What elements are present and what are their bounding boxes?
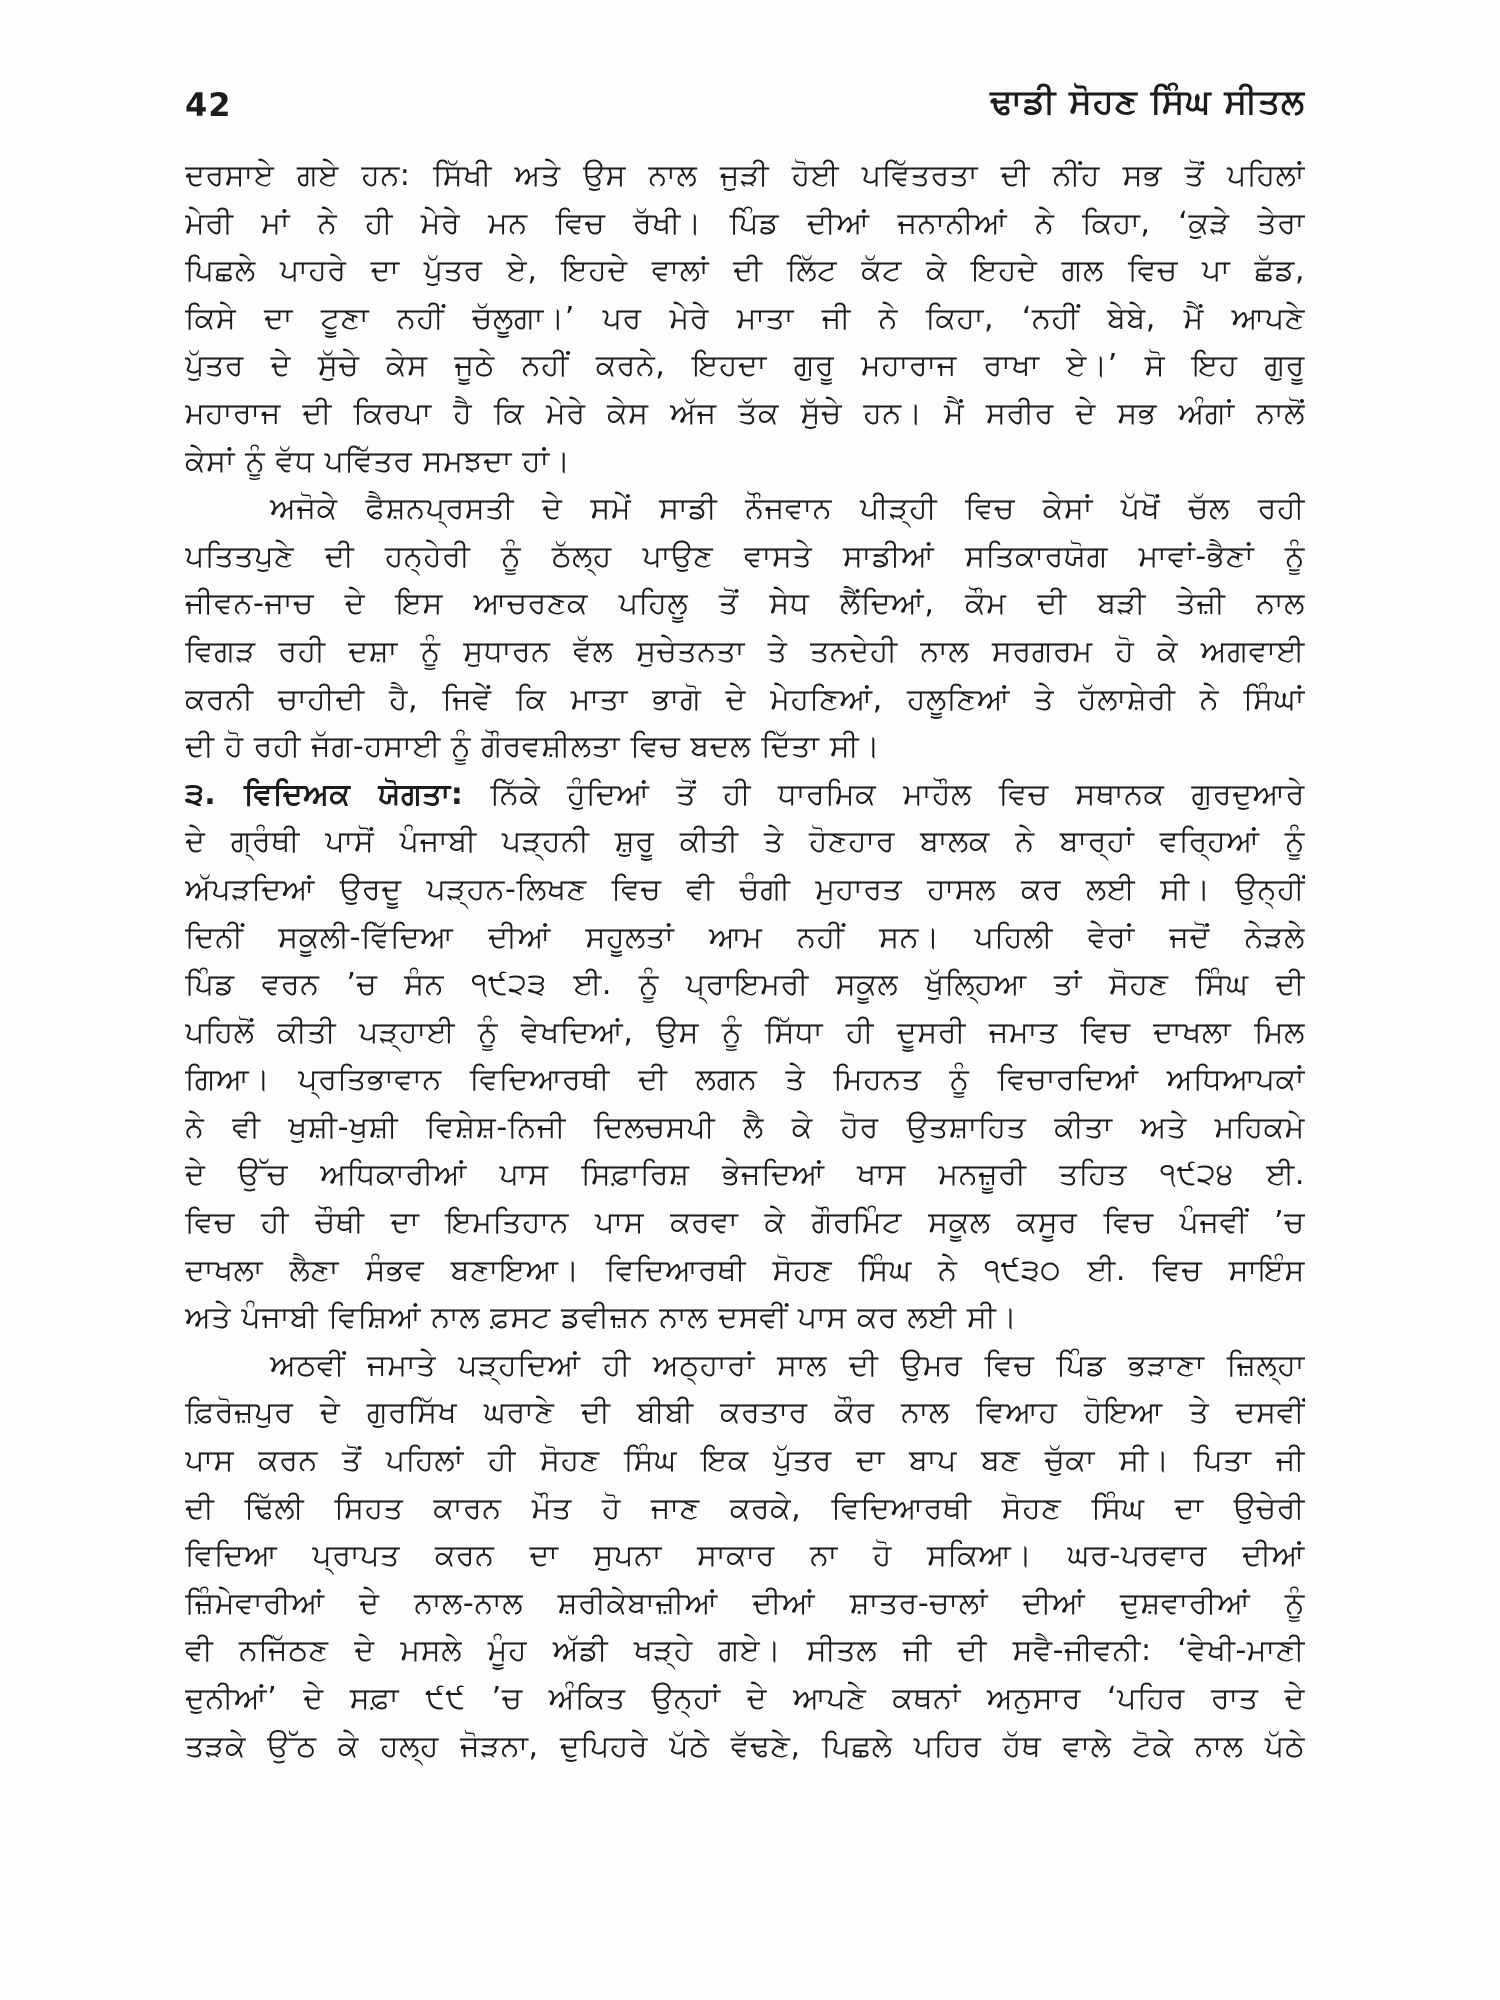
text-line: ਦੀ ਹੋ ਰਹੀ ਜੱਗ-ਹਸਾਈ ਨੂੰ ਗੌਰਵਸ਼ੀਲਤਾ ਵਿਚ ਬਦਲ ਦਿੱਤਾ ਸੀ। xyxy=(185,729,881,765)
text-line: ਦੀ ਢਿੱਲੀ ਸਿਹਤ ਕਾਰਨ ਮੌਤ ਹੋ ਜਾਣ ਕਰਕੇ, ਵਿਦਿਆਰਥੀ ਸੋਹਣ ਸਿੰਘ ਦਾ ਉਚੇਰੀ xyxy=(185,1490,1305,1526)
text-line: ਕਿਸੇ ਦਾ ਟੂਣਾ ਨਹੀਂ ਚੱਲੂਗਾ।’ ਪਰ ਮੇਰੇ ਮਾਤਾ ਜੀ ਨੇ ਕਿਹਾ, ‘ਨਹੀਂ ਬੇਬੇ, ਮੈਂ ਆਪਣੇ xyxy=(185,300,1305,336)
text-line: ਪਿੰਡ ਵਰਨ ’ਚ ਸੰਨ ੧੯੨੩ ਈ. ਨੂੰ ਪ੍ਰਾਇਮਰੀ ਸਕੂਲ ਖੁੱਲ੍ਹਿਆ ਤਾਂ ਸੋਹਣ ਸਿੰਘ ਦੀ xyxy=(185,967,1305,1003)
text-line: ਦੁਨੀਆਂ’ ਦੇ ਸਫ਼ਾ ੯੯ ’ਚ ਅੰਕਿਤ ਉਨ੍ਹਾਂ ਦੇ ਆਪਣੇ ਕਥਨਾਂ ਅਨੁਸਾਰ ‘ਪਹਿਰ ਰਾਤ ਦੇ xyxy=(185,1681,1305,1716)
text-line: ਦੇ ਗ੍ਰੰਥੀ ਪਾਸੋਂ ਪੰਜਾਬੀ ਪੜ੍ਹਨੀ ਸ਼ੁਰੂ ਕੀਤੀ ਤੇ ਹੋਣਹਾਰ ਬਾਲਕ ਨੇ ਬਾਰ੍ਹਾਂ ਵਰ੍ਹਿਆਂ ਨੂੰ xyxy=(185,824,1305,860)
text-line: ਕਰਨੀ ਚਾਹੀਦੀ ਹੈ, ਜਿਵੇਂ ਕਿ ਮਾਤਾ ਭਾਗੋ ਦੇ ਮੇਹਣਿਆਂ, ਹਲੂਣਿਆਂ ਤੇ ਹੱਲਾਸ਼ੇਰੀ ਨੇ ਸਿੰਘਾਂ xyxy=(185,681,1305,717)
page-number: 42 xyxy=(185,86,232,124)
text-line: ਦਿਨੀਂ ਸਕੂਲੀ-ਵਿੱਦਿਆ ਦੀਆਂ ਸਹੂਲਤਾਂ ਆਮ ਨਹੀਂ ਸਨ। ਪਹਿਲੀ ਵੇਰਾਂ ਜਦੋਂ ਨੇੜਲੇ xyxy=(185,919,1305,955)
section-heading: ੩. ਵਿਦਿਅਕ ਯੋਗਤਾ: xyxy=(185,776,464,812)
text-line: ਨਿੱਕੇ ਹੁੰਦਿਆਂ ਤੋਂ ਹੀ ਧਾਰਮਿਕ ਮਾਹੌਲ ਵਿਚ ਸਥਾਨਕ ਗੁਰਦੁਆਰੇ xyxy=(490,776,1305,812)
text-line: ਅਜੋਕੇ ਫੈਸ਼ਨਪ੍ਰਸਤੀ ਦੇ ਸਮੇਂ ਸਾਡੀ ਨੌਜਵਾਨ ਪੀੜ੍ਹੀ ਵਿਚ ਕੇਸਾਂ ਪੱਖੋਂ ਚੱਲ ਰਹੀ xyxy=(270,491,1305,527)
running-title: ਢਾਡੀ ਸੋਹਣ ਸਿੰਘ ਸੀਤਲ xyxy=(990,82,1305,122)
text-line: ਪਹਿਲੋਂ ਕੀਤੀ ਪੜ੍ਹਾਈ ਨੂੰ ਵੇਖਦਿਆਂ, ਉਸ ਨੂੰ ਸਿੱਧਾ ਹੀ ਦੂਸਰੀ ਜਮਾਤ ਵਿਚ ਦਾਖਲਾ ਮਿਲ xyxy=(185,1014,1305,1050)
text-line: ਮੇਰੀ ਮਾਂ ਨੇ ਹੀ ਮੇਰੇ ਮਨ ਵਿਚ ਰੱਖੀ। ਪਿੰਡ ਦੀਆਂ ਜਨਾਨੀਆਂ ਨੇ ਕਿਹਾ, ‘ਕੁੜੇ ਤੇਰਾ xyxy=(185,205,1305,241)
text-line: ਵਿਗੜ ਰਹੀ ਦਸ਼ਾ ਨੂੰ ਸੁਧਾਰਨ ਵੱਲ ਸੁਚੇਤਨਤਾ ਤੇ ਤਨਦੇਹੀ ਨਾਲ ਸਰਗਰਮ ਹੋ ਕੇ ਅਗਵਾਈ xyxy=(185,633,1305,669)
text-line: ਅਤੇ ਪੰਜਾਬੀ ਵਿਸ਼ਿਆਂ ਨਾਲ ਫ਼ਸਟ ਡਵੀਜ਼ਨ ਨਾਲ ਦਸਵੀਂ ਪਾਸ ਕਰ ਲਈ ਸੀ। xyxy=(185,1300,1018,1336)
text-line: ਅਠਵੀਂ ਜਮਾਤੇ ਪੜ੍ਹਦਿਆਂ ਹੀ ਅਠ੍ਹਾਰਾਂ ਸਾਲ ਦੀ ਉਮਰ ਵਿਚ ਪਿੰਡ ਭੜਾਣਾ ਜ਼ਿਲ੍ਹਾ xyxy=(270,1347,1305,1383)
text-line: ਪੁੱਤਰ ਦੇ ਸੁੱਚੇ ਕੇਸ ਜੂਠੇ ਨਹੀਂ ਕਰਨੇ, ਇਹਦਾ ਗੁਰੂ ਮਹਾਰਾਜ ਰਾਖਾ ਏ।’ ਸੋ ਇਹ ਗੁਰੂ xyxy=(185,348,1305,384)
text-line: ਪਾਸ ਕਰਨ ਤੋਂ ਪਹਿਲਾਂ ਹੀ ਸੋਹਣ ਸਿੰਘ ਇਕ ਪੁੱਤਰ ਦਾ ਬਾਪ ਬਣ ਚੁੱਕਾ ਸੀ। ਪਿਤਾ ਜੀ xyxy=(185,1443,1305,1479)
text-line: ਜ਼ਿੰਮੇਵਾਰੀਆਂ ਦੇ ਨਾਲ-ਨਾਲ ਸ਼ਰੀਕੇਬਾਜ਼ੀਆਂ ਦੀਆਂ ਸ਼ਾਤਰ-ਚਾਲਾਂ ਦੀਆਂ ਦੁਸ਼ਵਾਰੀਆਂ ਨੂੰ xyxy=(185,1585,1305,1621)
text-line: ਦੇ ਉੱਚ ਅਧਿਕਾਰੀਆਂ ਪਾਸ ਸਿਫ਼ਾਰਿਸ਼ ਭੇਜਦਿਆਂ ਖਾਸ ਮਨਜ਼ੂਰੀ ਤਹਿਤ ੧੯੨੪ ਈ. xyxy=(185,1157,1305,1193)
text-line: ਨੇ ਵੀ ਖੁਸ਼ੀ-ਖੁਸ਼ੀ ਵਿਸ਼ੇਸ਼-ਨਿਜੀ ਦਿਲਚਸਪੀ ਲੈ ਕੇ ਹੋਰ ਉਤਸ਼ਾਹਿਤ ਕੀਤਾ ਅਤੇ ਮਹਿਕਮੇ xyxy=(185,1109,1305,1145)
text-line: ਕੇਸਾਂ ਨੂੰ ਵੱਧ ਪਵਿੱਤਰ ਸਮਝਦਾ ਹਾਂ। xyxy=(185,443,571,479)
body-text xyxy=(185,152,1305,1972)
text-line: ਜੀਵਨ-ਜਾਚ ਦੇ ਇਸ ਆਚਰਣਕ ਪਹਿਲੂ ਤੋਂ ਸੇਧ ਲੈਂਦਿਆਂ, ਕੌਮ ਦੀ ਬੜੀ ਤੇਜ਼ੀ ਨਾਲ xyxy=(185,586,1305,622)
text-line: ਵੀ ਨਜਿੱਠਣ ਦੇ ਮਸਲੇ ਮੂੰਹ ਅੱਡੀ ਖੜ੍ਹੇ ਗਏ। ਸੀਤਲ ਜੀ ਦੀ ਸਵੈ-ਜੀਵਨੀ: ‘ਵੇਖੀ-ਮਾਣੀ xyxy=(185,1633,1305,1669)
section-heading-line xyxy=(185,771,1305,819)
text-line: ਫ਼ਿਰੋਜ਼ਪੁਰ ਦੇ ਗੁਰਸਿੱਖ ਘਰਾਣੇ ਦੀ ਬੀਬੀ ਕਰਤਾਰ ਕੌਰ ਨਾਲ ਵਿਆਹ ਹੋਇਆ ਤੇ ਦਸਵੀਂ xyxy=(185,1395,1305,1431)
text-line: ਤੜਕੇ ਉੱਠ ਕੇ ਹਲ੍ਹ ਜੋੜਨਾ, ਦੁਪਿਹਰੇ ਪੱਠੇ ਵੱਢਣੇ, ਪਿਛਲੇ ਪਹਿਰ ਹੱਥ ਵਾਲੇ ਟੋਕੇ ਨਾਲ ਪੱਠੇ xyxy=(185,1728,1305,1764)
text-line: ਦਾਖਲਾ ਲੈਣਾ ਸੰਭਵ ਬਣਾਇਆ। ਵਿਦਿਆਰਥੀ ਸੋਹਣ ਸਿੰਘ ਨੇ ੧੯੩੦ ਈ. ਵਿਚ ਸਾਇੰਸ xyxy=(185,1252,1305,1288)
text-line: ਪਤਿਤਪੁਣੇ ਦੀ ਹਨ੍ਹੇਰੀ ਨੂੰ ਠੱਲ੍ਹ ਪਾਉਣ ਵਾਸਤੇ ਸਾਡੀਆਂ ਸਤਿਕਾਰਯੋਗ ਮਾਵਾਂ-ਭੈਣਾਂ ਨੂੰ xyxy=(185,538,1305,574)
page-header xyxy=(185,78,1305,134)
text-line: ਅੱਪੜਦਿਆਂ ਉਰਦੂ ਪੜ੍ਹਨ-ਲਿਖਣ ਵਿਚ ਵੀ ਚੰਗੀ ਮੁਹਾਰਤ ਹਾਸਲ ਕਰ ਲਈ ਸੀ। ਉਨ੍ਹੀਂ xyxy=(185,871,1305,907)
text-line: ਦਰਸਾਏ ਗਏ ਹਨ: ਸਿੱਖੀ ਅਤੇ ਉਸ ਨਾਲ ਜੁੜੀ ਹੋਈ ਪਵਿੱਤਰਤਾ ਦੀ ਨੀਂਹ ਸਭ ਤੋਂ ਪਹਿਲਾਂ xyxy=(185,158,1305,193)
text-line: ਮਹਾਰਾਜ ਦੀ ਕਿਰਪਾ ਹੈ ਕਿ ਮੇਰੇ ਕੇਸ ਅੱਜ ਤੱਕ ਸੁੱਚੇ ਹਨ। ਮੈਂ ਸਰੀਰ ਦੇ ਸਭ ਅੰਗਾਂ ਨਾਲੋਂ xyxy=(185,395,1305,431)
text-line: ਵਿਦਿਆ ਪ੍ਰਾਪਤ ਕਰਨ ਦਾ ਸੁਪਨਾ ਸਾਕਾਰ ਨਾ ਹੋ ਸਕਿਆ। ਘਰ-ਪਰਵਾਰ ਦੀਆਂ xyxy=(185,1538,1305,1574)
text-line: ਵਿਚ ਹੀ ਚੌਥੀ ਦਾ ਇਮਤਿਹਾਨ ਪਾਸ ਕਰਵਾ ਕੇ ਗੌਰਮਿੰਟ ਸਕੂਲ ਕਸੂਰ ਵਿਚ ਪੰਜਵੀਂ ’ਚ xyxy=(185,1205,1305,1241)
text-line: ਪਿਛਲੇ ਪਾਹਰੇ ਦਾ ਪੁੱਤਰ ਏ, ਇਹਦੇ ਵਾਲਾਂ ਦੀ ਲਿੱਟ ਕੱਟ ਕੇ ਇਹਦੇ ਗਲ ਵਿਚ ਪਾ ਛੱਡ, xyxy=(185,253,1305,289)
text-line: ਗਿਆ। ਪ੍ਰਤਿਭਾਵਾਨ ਵਿਦਿਆਰਥੀ ਦੀ ਲਗਨ ਤੇ ਮਿਹਨਤ ਨੂੰ ਵਿਚਾਰਦਿਆਂ ਅਧਿਆਪਕਾਂ xyxy=(185,1062,1305,1098)
